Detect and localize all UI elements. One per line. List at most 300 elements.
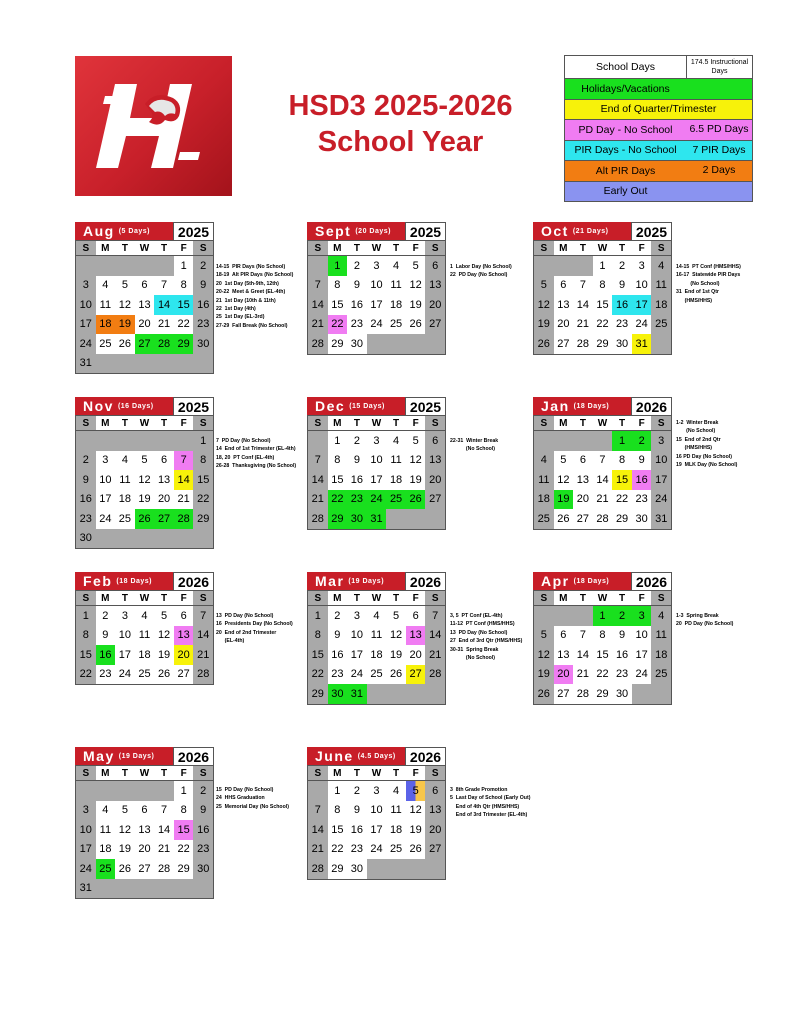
weekday-label: M	[333, 767, 342, 779]
empty-day	[193, 879, 213, 899]
legend	[564, 55, 753, 202]
note-line: End of 3rd Trimester (EL-4th)	[450, 812, 528, 819]
calendar-day: 25	[651, 665, 671, 685]
calendar-day: 4	[651, 256, 671, 276]
calendar-day: 14	[308, 295, 328, 315]
calendar-day: 29	[596, 687, 609, 700]
calendar-day: 21	[425, 645, 445, 665]
weekday-label: S	[425, 241, 445, 255]
calendar-day: 15	[76, 645, 96, 665]
note-line: 27-29 Fall Break (No School)	[216, 322, 288, 329]
calendar-day: 5	[141, 454, 148, 467]
month-day-count: (18 Days)	[573, 402, 610, 410]
calendar-day: 10	[118, 629, 132, 642]
calendar-day: 26	[534, 334, 554, 354]
note-line: 24 HHS Graduation	[216, 795, 265, 802]
month-year: 2025	[631, 222, 672, 240]
month-day-count: (16 Days)	[117, 402, 154, 410]
empty-day	[115, 879, 135, 899]
month-banner	[75, 397, 173, 415]
calendar-day: 25	[96, 859, 116, 879]
legend-row	[565, 79, 752, 100]
calendar-day: 12	[157, 629, 171, 642]
calendar-day: 2	[76, 451, 96, 471]
calendar-day: 6	[579, 454, 586, 467]
calendar-day: 17	[632, 295, 652, 315]
empty-day	[154, 354, 174, 374]
calendar-day: 25	[118, 512, 132, 525]
empty-day	[308, 781, 328, 801]
calendar-day: 20	[138, 318, 151, 331]
note-line: 31 End of 1st Qtr	[676, 289, 719, 296]
month-header	[307, 572, 446, 590]
empty-day	[115, 529, 135, 549]
calendar-day: 7	[579, 629, 586, 642]
calendar-day: 16	[350, 823, 364, 836]
month-day-count: (5 Days)	[118, 227, 150, 235]
calendar-day: 14	[425, 626, 445, 646]
calendar-day: 24	[350, 668, 364, 681]
calendar-day: 9	[102, 629, 109, 642]
calendar-day: 22	[596, 668, 609, 681]
calendar-day: 24	[99, 512, 112, 525]
calendar-day: 8	[308, 626, 328, 646]
weekday-header	[75, 415, 214, 430]
calendar-day: 18	[389, 298, 403, 311]
calendar-day: 30	[347, 509, 367, 529]
calendar-day: 21	[308, 490, 328, 510]
empty-day	[135, 879, 155, 899]
month-year: 2026	[631, 572, 672, 590]
calendar-day: 17	[651, 470, 671, 490]
empty-day	[632, 684, 652, 704]
calendar-day: 7	[161, 804, 168, 817]
calendar-day: 6	[425, 256, 445, 276]
note-line: 20 End of 2nd Trimester	[216, 629, 277, 636]
calendar-day: 10	[370, 804, 383, 817]
calendar-day: 29	[308, 684, 328, 704]
day-grid	[307, 255, 446, 355]
note-line: 16-17 Statewide PIR Days	[676, 272, 741, 279]
weekday-label: M	[101, 592, 110, 604]
calendar-day: 30	[635, 512, 648, 525]
school-logo	[75, 56, 232, 196]
day-grid	[75, 255, 214, 374]
calendar-day: 12	[534, 295, 554, 315]
month-day-count: (15 Days)	[349, 402, 385, 410]
calendar-day: 17	[76, 315, 96, 335]
month-notes	[450, 786, 530, 820]
empty-day	[174, 529, 194, 549]
note-line: (No School)	[450, 446, 495, 453]
calendar-day: 24	[370, 843, 383, 856]
note-line: 14 End of 1st Trimester (EL-4th)	[216, 446, 296, 453]
calendar-day: 28	[157, 862, 171, 875]
weekday-label: T	[161, 242, 168, 254]
calendar-day: 26	[157, 668, 171, 681]
calendar-day: 17	[350, 648, 364, 661]
note-line: 11-12 PT Conf (HMS/HHS)	[450, 621, 515, 628]
empty-day	[425, 684, 445, 704]
calendar-day: 4	[102, 804, 109, 817]
calendar-day: 5	[534, 626, 554, 646]
empty-day	[154, 431, 174, 451]
note-line: (No School)	[450, 655, 495, 662]
calendar-day: 28	[425, 665, 445, 685]
weekday-label: M	[333, 242, 342, 254]
month-notes	[216, 786, 289, 811]
day-grid	[533, 430, 672, 530]
calendar-day: 22	[177, 318, 190, 331]
calendar-day: 19	[534, 665, 554, 685]
weekday-header	[533, 240, 672, 255]
calendar-day: 27	[406, 665, 426, 685]
calendar-day: 23	[350, 843, 364, 856]
calendar-day: 23	[635, 493, 648, 506]
calendar-day: 1	[193, 431, 213, 451]
calendar-day: 1	[599, 259, 606, 272]
calendar-day: 21	[157, 843, 171, 856]
month-notes	[216, 612, 293, 646]
note-line: 25 1st Day (EL-3rd)	[216, 314, 265, 321]
calendar-day: 6	[425, 431, 445, 451]
empty-day	[425, 334, 445, 354]
calendar-day: 11	[99, 823, 112, 836]
month-day-count: (19 Days)	[118, 752, 155, 760]
calendar-day: 7	[599, 454, 606, 467]
legend-label: School Days	[565, 56, 687, 78]
month-day-count: (18 Days)	[116, 577, 153, 585]
calendar-day: 15	[612, 470, 632, 490]
note-line: 5 Last Day of School (Early Out)	[450, 795, 531, 802]
empty-day	[425, 859, 445, 879]
weekday-label: F	[180, 242, 187, 254]
empty-day	[193, 529, 213, 549]
calendar-day: 6	[141, 279, 148, 292]
month-name: Aug	[83, 223, 115, 239]
month-banner	[307, 572, 405, 590]
legend-label: Alt PIR Days	[595, 164, 656, 177]
calendar-day: 12	[557, 473, 570, 486]
weekday-label: T	[121, 767, 128, 779]
empty-day	[154, 781, 174, 801]
empty-day	[367, 859, 387, 879]
calendar-day: 21	[193, 645, 213, 665]
weekday-header	[75, 765, 214, 780]
calendar-day: 12	[409, 804, 422, 817]
month-banner	[307, 747, 405, 765]
calendar-day: 14	[576, 298, 590, 311]
calendar-day: 9	[193, 801, 213, 821]
calendar-day: 27	[425, 315, 445, 335]
weekday-label: T	[121, 242, 128, 254]
weekday-header	[533, 590, 672, 605]
calendar-day: 10	[350, 629, 364, 642]
calendar-day: 27	[425, 490, 445, 510]
calendar-day: 26	[118, 862, 132, 875]
calendar-day: 3	[76, 801, 96, 821]
calendar-day: 9	[76, 470, 96, 490]
calendar-day: 13	[557, 648, 570, 661]
calendar-day: 15	[174, 820, 194, 840]
empty-day	[193, 354, 213, 374]
calendar-day: 6	[141, 804, 148, 817]
calendar-day: 23	[99, 668, 112, 681]
calendar-day: 11	[99, 298, 112, 311]
legend-row	[565, 120, 752, 141]
empty-day	[406, 334, 426, 354]
day-grid	[75, 430, 214, 549]
calendar-day: 14	[157, 823, 171, 836]
weekday-label: S	[534, 241, 554, 255]
note-line: (No School)	[676, 428, 716, 435]
weekday-label: S	[534, 416, 554, 430]
empty-day	[174, 879, 194, 899]
calendar-day: 8	[599, 279, 606, 292]
weekday-label: S	[308, 241, 328, 255]
month-calendar-dec	[307, 397, 446, 530]
calendar-day: 18	[534, 490, 554, 510]
month-year: 2025	[405, 397, 446, 415]
calendar-day: 15	[596, 298, 609, 311]
calendar-day: 8	[619, 454, 626, 467]
calendar-day: 25	[389, 318, 403, 331]
weekday-header	[307, 240, 446, 255]
empty-day	[554, 431, 574, 451]
note-line: 20 1st Day (5th-9th, 12th)	[216, 280, 279, 287]
calendar-day: 12	[409, 454, 422, 467]
calendar-day: 27	[154, 509, 174, 529]
calendar-day: 12	[409, 279, 422, 292]
month-calendar-may	[75, 747, 214, 899]
calendar-day: 18	[389, 823, 403, 836]
calendar-day: 3	[373, 259, 380, 272]
weekday-label: S	[308, 591, 328, 605]
month-name: Mar	[315, 573, 345, 589]
calendar-day: 8	[180, 279, 187, 292]
calendar-day: 21	[576, 668, 590, 681]
calendar-day: 18	[651, 645, 671, 665]
weekday-label: W	[371, 767, 382, 779]
legend-label: PD Day - No School	[578, 123, 673, 136]
calendar-day: 11	[651, 276, 671, 296]
empty-day	[96, 529, 116, 549]
empty-day	[174, 431, 194, 451]
month-year: 2026	[631, 397, 672, 415]
weekday-label: M	[559, 242, 568, 254]
month-day-count: (4.5 Days)	[357, 752, 396, 760]
empty-day	[406, 859, 426, 879]
empty-day	[96, 879, 116, 899]
empty-day	[154, 256, 174, 276]
weekday-label: W	[371, 417, 382, 429]
weekday-label: F	[638, 592, 645, 604]
calendar-day: 8	[599, 629, 606, 642]
empty-day	[386, 509, 406, 529]
month-calendar-nov	[75, 397, 214, 549]
calendar-day: 5	[121, 804, 128, 817]
note-line: 26-28 Thanksgiving (No School)	[216, 463, 297, 470]
calendar-day: 3	[651, 431, 671, 451]
empty-day	[308, 256, 328, 276]
calendar-day: 16	[331, 648, 344, 661]
weekday-header	[307, 415, 446, 430]
month-name: Oct	[541, 223, 569, 239]
calendar-day: 9	[193, 276, 213, 296]
calendar-day: 1	[334, 434, 341, 447]
calendar-day: 13	[557, 298, 570, 311]
calendar-day: 14	[193, 626, 213, 646]
day-grid	[307, 430, 446, 530]
calendar-day: 21	[596, 493, 609, 506]
calendar-day: 3	[76, 276, 96, 296]
calendar-day: 26	[409, 318, 422, 331]
calendar-day: 28	[174, 509, 194, 529]
weekday-label: T	[353, 592, 360, 604]
calendar-day: 24	[651, 490, 671, 510]
empty-day	[593, 431, 613, 451]
calendar-day: 8	[334, 454, 341, 467]
calendar-day: 11	[651, 626, 671, 646]
calendar-day: 4	[121, 454, 128, 467]
calendar-day: 24	[76, 334, 96, 354]
calendar-day: 29	[615, 512, 629, 525]
weekday-label: T	[579, 417, 586, 429]
calendar-day: 16	[632, 470, 652, 490]
day-grid	[533, 605, 672, 705]
calendar-day: 24	[370, 318, 383, 331]
month-year: 2025	[173, 222, 214, 240]
legend-label: Early Out	[603, 185, 648, 198]
empty-day	[367, 684, 387, 704]
calendar-day: 28	[308, 334, 328, 354]
calendar-day: 4	[141, 609, 148, 622]
calendar-day: 16	[193, 820, 213, 840]
calendar-day: 19	[409, 473, 422, 486]
calendar-day: 7	[174, 451, 194, 471]
calendar-day: 7	[193, 606, 213, 626]
calendar-day: 17	[370, 298, 383, 311]
calendar-day: 27	[135, 334, 155, 354]
note-line: (EL-4th)	[216, 638, 245, 645]
calendar-day: 7	[308, 451, 328, 471]
calendar-day: 1	[334, 784, 341, 797]
calendar-day: 14	[576, 648, 590, 661]
month-header	[533, 572, 672, 590]
empty-day	[406, 684, 426, 704]
legend-label: End of Quarter/Trimester	[600, 103, 717, 116]
month-header	[307, 222, 446, 240]
calendar-day: 6	[425, 781, 445, 801]
calendar-day: 3	[373, 434, 380, 447]
calendar-day: 2	[193, 781, 213, 801]
calendar-day: 4	[393, 434, 400, 447]
calendar-day: 6	[161, 454, 168, 467]
calendar-day: 4	[393, 259, 400, 272]
calendar-day: 22	[615, 493, 629, 506]
empty-day	[135, 781, 155, 801]
calendar-day: 4	[373, 609, 380, 622]
day-grid	[533, 255, 672, 355]
calendar-day: 11	[534, 470, 554, 490]
note-line: 7 PD Day (No School)	[216, 438, 271, 444]
month-name: Apr	[541, 573, 570, 589]
calendar-day: 31	[76, 354, 96, 374]
note-line: End of 4th Qtr (HMS/HHS)	[450, 803, 520, 810]
calendar-day: 2	[353, 259, 360, 272]
calendar-day: 13	[576, 473, 590, 486]
month-name: Sept	[315, 223, 352, 239]
calendar-day: 4	[393, 784, 400, 797]
calendar-day: 7	[425, 606, 445, 626]
month-notes	[450, 263, 512, 280]
calendar-day: 9	[353, 279, 360, 292]
calendar-day: 24	[367, 490, 387, 510]
calendar-day: 16	[193, 295, 213, 315]
calendar-day: 11	[390, 279, 402, 292]
weekday-label: S	[308, 766, 328, 780]
calendar-day: 23	[76, 509, 96, 529]
legend-label: Holidays/Vacations	[581, 82, 670, 95]
calendar-day: 17	[99, 493, 112, 506]
calendar-day: 22	[193, 490, 213, 510]
calendar-day: 15	[174, 295, 194, 315]
calendar-day: 5	[560, 454, 567, 467]
calendar-day: 19	[554, 490, 574, 510]
weekday-label: S	[651, 591, 671, 605]
page-title	[248, 88, 553, 160]
calendar-day: 30	[76, 529, 96, 549]
month-notes	[216, 437, 296, 471]
calendar-day: 1	[180, 784, 187, 797]
calendar-day: 11	[138, 629, 151, 642]
month-year: 2025	[173, 397, 214, 415]
month-header	[75, 397, 214, 415]
calendar-day: 11	[390, 804, 402, 817]
empty-day	[406, 509, 426, 529]
calendar-day: 7	[308, 801, 328, 821]
calendar-day: 3	[102, 454, 109, 467]
month-name: May	[83, 748, 115, 764]
month-name: Dec	[315, 398, 346, 414]
empty-day	[76, 256, 96, 276]
day-grid	[75, 780, 214, 899]
calendar-day: 26	[557, 512, 570, 525]
empty-day	[76, 781, 96, 801]
calendar-day: 4	[534, 451, 554, 471]
calendar-day: 2	[193, 256, 213, 276]
calendar-day: 28	[308, 509, 328, 529]
calendar-day: 28	[193, 665, 213, 685]
calendar-day: 29	[177, 862, 190, 875]
weekday-label: S	[534, 591, 554, 605]
month-calendar-apr	[533, 572, 672, 705]
note-line: 13 PD Day (No School)	[450, 629, 508, 636]
note-line: 18, 20 PT Conf (EL-4th)	[216, 454, 275, 461]
weekday-label: T	[619, 242, 626, 254]
calendar-day: 25	[370, 668, 383, 681]
weekday-label: F	[412, 767, 419, 779]
note-line: 30-31 Spring Break	[450, 646, 499, 653]
calendar-day: 9	[353, 454, 360, 467]
weekday-label: S	[193, 241, 213, 255]
calendar-day: 6	[180, 609, 187, 622]
calendar-day: 14	[308, 820, 328, 840]
note-line: 1-2 Winter Break	[676, 420, 719, 426]
calendar-day: 5	[393, 609, 400, 622]
weekday-label: W	[597, 592, 608, 604]
calendar-day: 13	[406, 626, 426, 646]
